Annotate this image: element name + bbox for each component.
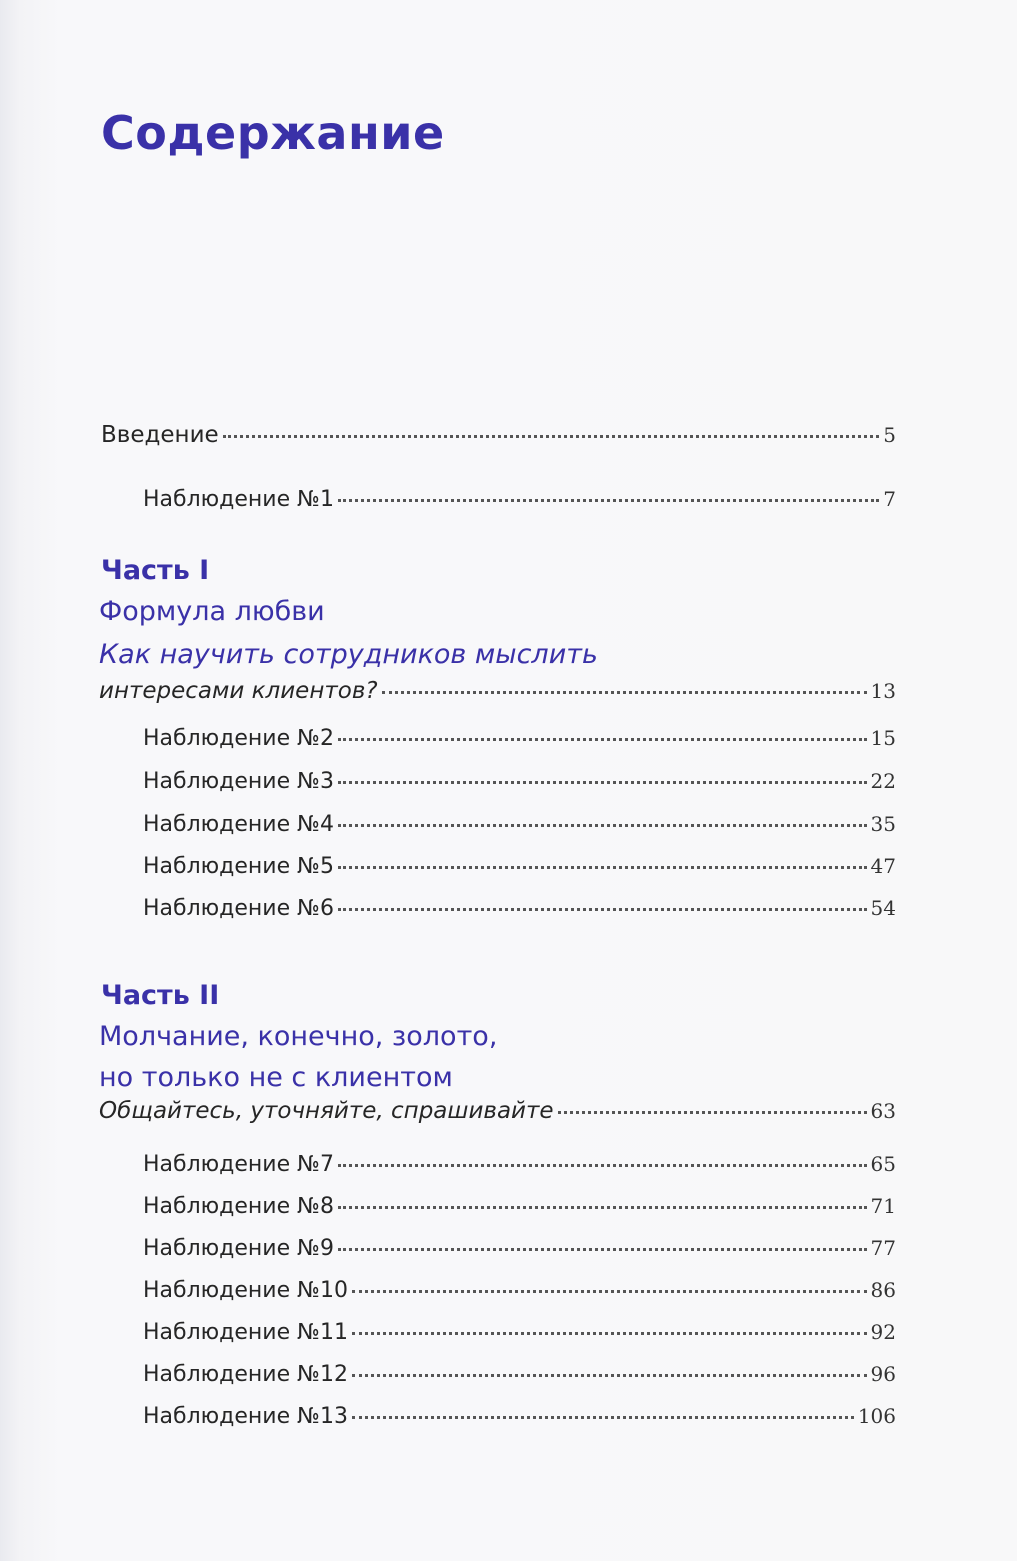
toc-entry-label: Наблюдение №11 bbox=[143, 1320, 349, 1345]
toc-entry[interactable] bbox=[0, 1404, 1017, 1444]
toc-entry[interactable] bbox=[0, 1320, 1017, 1360]
toc-entry[interactable] bbox=[0, 487, 1017, 527]
toc-entry-page: 22 bbox=[870, 769, 896, 793]
leader-dots bbox=[338, 824, 867, 827]
toc-entry-label: Наблюдение №3 bbox=[143, 769, 335, 794]
part-subtitle: Как научить сотрудников мыслить bbox=[99, 639, 598, 670]
leader-dots bbox=[558, 1111, 867, 1114]
toc-entry-page: 96 bbox=[870, 1362, 896, 1386]
leader-dots bbox=[223, 435, 880, 438]
leader-dots bbox=[352, 1332, 867, 1335]
leader-dots bbox=[338, 1206, 867, 1209]
part-subtitle: интересами клиентов? bbox=[99, 678, 378, 704]
leader-dots bbox=[338, 1248, 867, 1251]
toc-entry-label: Наблюдение №10 bbox=[143, 1278, 349, 1303]
toc-entry-page: 77 bbox=[870, 1236, 896, 1260]
toc-entry-page: 71 bbox=[870, 1194, 896, 1218]
toc-entry[interactable] bbox=[0, 1362, 1017, 1402]
toc-entry-page: 65 bbox=[870, 1152, 896, 1176]
leader-dots bbox=[352, 1290, 867, 1293]
toc-entry-label: Наблюдение №13 bbox=[143, 1404, 349, 1429]
toc-entry-page: 63 bbox=[870, 1099, 896, 1123]
toc-entry-page: 5 bbox=[883, 423, 896, 447]
part-label: Часть II bbox=[101, 980, 220, 1011]
toc-entry-page: 92 bbox=[870, 1320, 896, 1344]
toc-entry-page: 54 bbox=[870, 896, 896, 920]
toc-entry-page: 13 bbox=[870, 679, 896, 703]
part-title: Формула любви bbox=[99, 596, 325, 627]
leader-dots bbox=[338, 908, 867, 911]
toc-entry-label: Введение bbox=[101, 422, 219, 448]
toc-entry[interactable] bbox=[0, 854, 1017, 894]
toc-entry[interactable] bbox=[0, 769, 1017, 809]
toc-entry-part[interactable] bbox=[0, 1098, 1017, 1138]
toc-entry[interactable] bbox=[0, 812, 1017, 852]
leader-dots bbox=[382, 691, 867, 694]
toc-entry[interactable] bbox=[0, 896, 1017, 936]
toc-entry[interactable] bbox=[0, 1194, 1017, 1234]
leader-dots bbox=[352, 1416, 854, 1419]
toc-entry-label: Наблюдение №4 bbox=[143, 812, 335, 837]
toc-entry[interactable] bbox=[0, 1152, 1017, 1192]
toc-entry-intro[interactable] bbox=[0, 422, 1017, 462]
toc-entry[interactable] bbox=[0, 1236, 1017, 1276]
toc-entry-label: Наблюдение №7 bbox=[143, 1152, 335, 1177]
part-subtitle: Общайтесь, уточняйте, спрашивайте bbox=[99, 1098, 554, 1124]
toc-entry[interactable] bbox=[0, 726, 1017, 766]
toc-entry-label: Наблюдение №8 bbox=[143, 1194, 335, 1219]
toc-entry-label: Наблюдение №5 bbox=[143, 854, 335, 879]
toc-entry-page: 7 bbox=[883, 487, 896, 511]
part-label: Часть I bbox=[101, 555, 210, 586]
leader-dots bbox=[338, 1164, 867, 1167]
toc-entry-page: 106 bbox=[857, 1404, 896, 1428]
part-title: но только не с клиентом bbox=[99, 1062, 453, 1093]
toc-entry[interactable] bbox=[0, 1278, 1017, 1318]
toc-entry-page: 15 bbox=[870, 726, 896, 750]
leader-dots bbox=[338, 866, 867, 869]
toc-entry-label: Наблюдение №2 bbox=[143, 726, 335, 751]
leader-dots bbox=[338, 499, 879, 502]
toc-entry-page: 86 bbox=[870, 1278, 896, 1302]
toc-entry-label: Наблюдение №12 bbox=[143, 1362, 349, 1387]
page-title: Содержание bbox=[101, 106, 445, 160]
toc-entry-part[interactable] bbox=[0, 678, 1017, 718]
toc-entry-label: Наблюдение №1 bbox=[143, 487, 335, 512]
toc-entry-page: 47 bbox=[870, 854, 896, 878]
toc-entry-label: Наблюдение №9 bbox=[143, 1236, 335, 1261]
leader-dots bbox=[352, 1374, 867, 1377]
leader-dots bbox=[338, 738, 867, 741]
toc-entry-page: 35 bbox=[870, 812, 896, 836]
toc-entry-label: Наблюдение №6 bbox=[143, 896, 335, 921]
part-title: Молчание, конечно, золото, bbox=[99, 1021, 498, 1052]
leader-dots bbox=[338, 781, 867, 784]
